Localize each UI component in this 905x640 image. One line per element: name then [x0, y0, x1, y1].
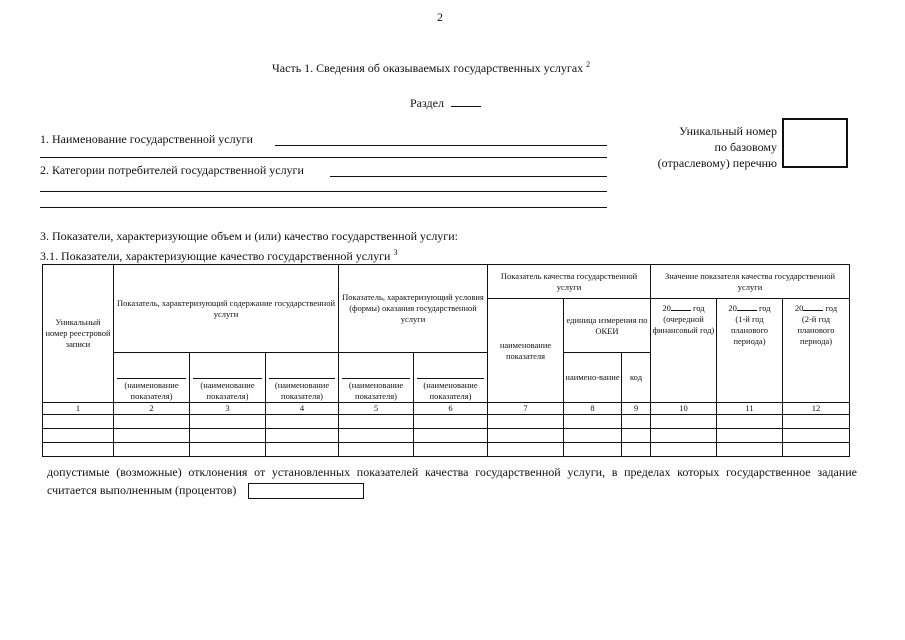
title-footnote: 2: [586, 60, 591, 69]
col-num: 12: [783, 403, 850, 415]
sub-indicator-3: [190, 353, 266, 403]
col-num: 5: [339, 403, 414, 415]
unique-number-line3: (отраслевому) перечню: [657, 156, 777, 170]
year-suffix: год: [759, 303, 771, 313]
header-conditions-indicator: Показатель, характеризующий условия (формы) оказания государственной услуги: [339, 265, 488, 353]
unique-number-line2: по базовому: [714, 140, 777, 154]
quality-heading: [40, 248, 397, 264]
consumer-categories-line-2[interactable]: [40, 191, 607, 192]
deviation-paragraph: [47, 463, 857, 499]
col-num: 6: [414, 403, 488, 415]
sub-indicator-label: (наименование показателя): [342, 378, 410, 402]
header-unit: единица измерения по ОКЕИ: [564, 299, 651, 353]
year-2-field[interactable]: [737, 302, 757, 311]
col-num: 4: [266, 403, 339, 415]
header-unit-code: код: [622, 353, 651, 403]
table-row[interactable]: [43, 443, 850, 457]
col-num: 8: [564, 403, 622, 415]
header-quality-indicator: Показатель качества государственной услуги: [488, 265, 651, 299]
unique-number-label: [645, 123, 777, 171]
section-label: [410, 96, 481, 111]
service-name-field[interactable]: [275, 145, 607, 146]
consumer-categories-field[interactable]: [330, 176, 607, 177]
col-num: 2: [114, 403, 190, 415]
year-1-label: (очередной финансовый год): [652, 314, 715, 335]
section-number-field[interactable]: [451, 96, 481, 107]
section-label-text: Раздел: [410, 96, 444, 110]
year-prefix: 20: [662, 303, 671, 313]
year-suffix: год: [693, 303, 705, 313]
table-row[interactable]: [43, 429, 850, 443]
sub-indicator-label: (наименование показателя): [117, 378, 186, 402]
table-row[interactable]: [43, 415, 850, 429]
col-num: 1: [43, 403, 114, 415]
year-2-label: (1-й год планового периода): [730, 314, 769, 346]
year-1-field[interactable]: [671, 302, 691, 311]
year-prefix: 20: [728, 303, 737, 313]
year-3-field[interactable]: [803, 302, 823, 311]
quality-table: [42, 264, 850, 457]
header-year-2: [717, 299, 783, 403]
consumer-categories-line-3[interactable]: [40, 207, 607, 208]
col-num: 3: [190, 403, 266, 415]
col-num: 10: [651, 403, 717, 415]
page-title: [272, 60, 590, 76]
title-text: Часть 1. Сведения об оказываемых государственных услугах: [272, 61, 584, 75]
col-num: 7: [488, 403, 564, 415]
year-prefix: 20: [794, 303, 804, 313]
sub-indicator-6: [414, 353, 488, 403]
col-num: 9: [622, 403, 651, 415]
year-suffix: год: [825, 303, 838, 313]
sub-indicator-5: [339, 353, 414, 403]
sub-indicator-label: (наименование показателя): [269, 378, 335, 402]
indicators-heading: 3. Показатели, характеризующие объем и (или) качество государственной услуги:: [40, 229, 458, 243]
column-numbers-row: [43, 403, 850, 415]
service-name-label: 1. Наименование государственной услуги: [40, 132, 253, 146]
page-number: 2: [437, 10, 443, 24]
unique-number-line1: Уникальный номер: [679, 124, 777, 138]
unique-number-box[interactable]: [782, 118, 848, 168]
year-3-label: (2-й год планового периода): [797, 314, 835, 346]
consumer-categories-label: 2. Категории потребителей государственной услуги: [40, 163, 304, 177]
sub-indicator-2: [114, 353, 190, 403]
header-year-1: [651, 299, 717, 403]
sub-indicator-4: [266, 353, 339, 403]
deviation-percent-box[interactable]: [248, 483, 364, 499]
service-name-line-2[interactable]: [40, 157, 607, 158]
header-content-indicator: Показатель, характеризующий содержание государственной услуги: [114, 265, 339, 353]
header-quality-name: наименование показателя: [488, 299, 564, 403]
col-num: 11: [717, 403, 783, 415]
sub-indicator-label: (наименование показателя): [417, 378, 484, 402]
quality-heading-text: 3.1. Показатели, характеризующие качество государственной услуги: [40, 249, 391, 263]
header-unit-name: наимено-вание: [564, 353, 622, 403]
quality-heading-footnote: 3: [393, 248, 398, 257]
header-year-3: [783, 299, 850, 403]
header-indicator-value: Значение показателя качества государственной услуги: [651, 265, 850, 299]
header-unique-number: Уникальный номер реестровой записи: [43, 265, 114, 403]
deviation-text: допустимые (возможные) отклонения от установленных показателей качества государственной услуги, в пределах которых государственное задание считается выполненным (процентов): [47, 465, 857, 497]
sub-indicator-label: (наименование показателя): [193, 378, 262, 402]
